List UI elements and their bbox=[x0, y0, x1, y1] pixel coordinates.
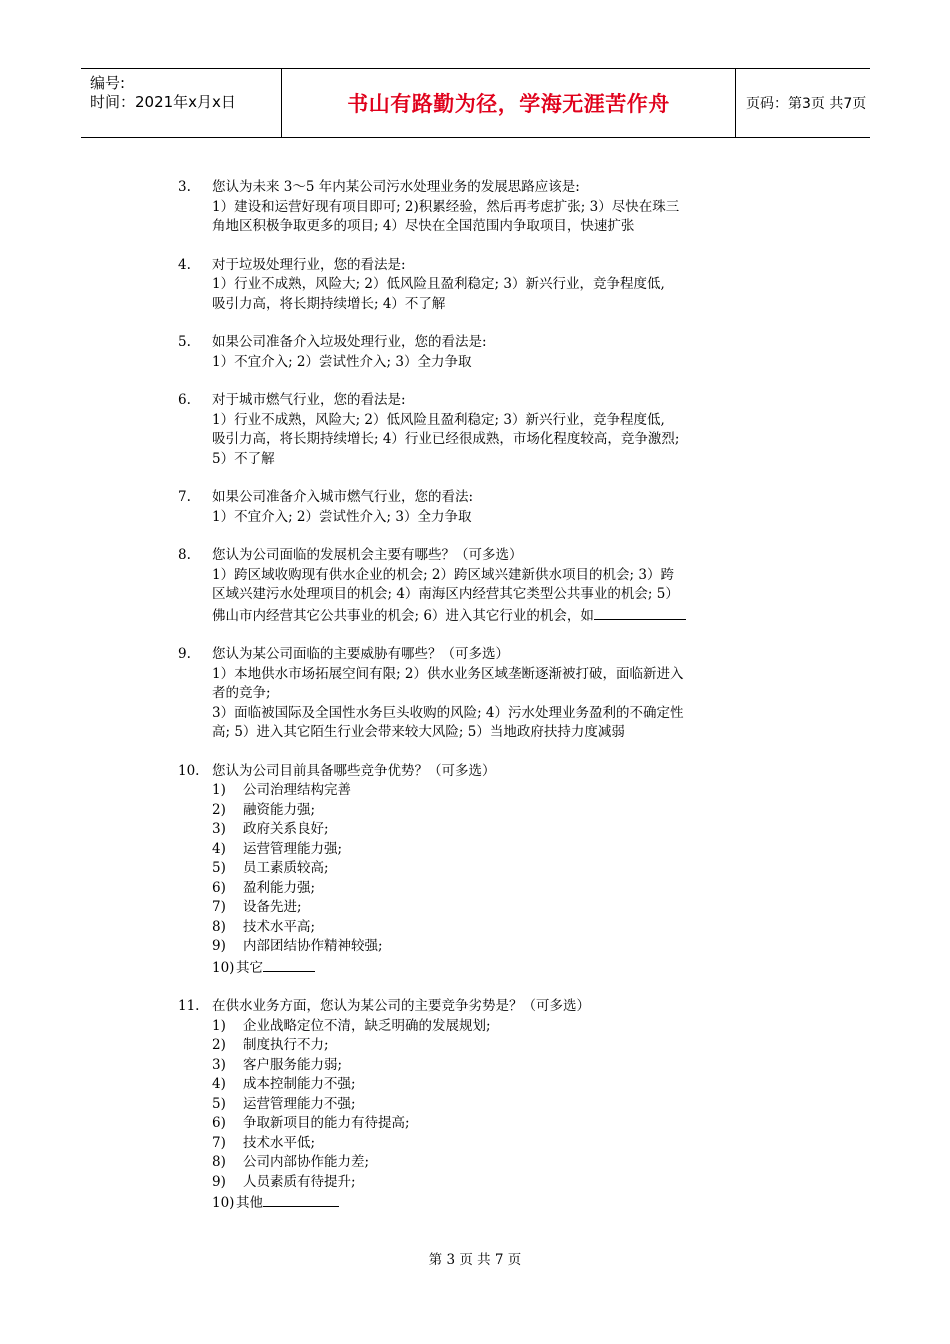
option-item bbox=[212, 1153, 818, 1173]
question-text: 如果公司准备介入城市燃气行业，您的看法: bbox=[212, 489, 474, 505]
question-option-line: 区域兴建污水处理项目的机会; 4）南海区内经营其它类型公共事业的机会; 5） bbox=[212, 586, 679, 602]
option-number: 4) bbox=[212, 840, 226, 857]
question-4 bbox=[178, 256, 818, 315]
question-text: 对于垃圾处理行业，您的看法是: bbox=[212, 256, 406, 273]
option-item bbox=[212, 1075, 818, 1095]
option-number: 9) bbox=[212, 938, 226, 954]
question-option-line: 3）面临被国际及全国性水务巨头收购的风险; 4）污水处理业务盈利的不确定性 bbox=[212, 704, 684, 721]
option-item bbox=[212, 801, 818, 821]
question-text: 对于城市燃气行业，您的看法是: bbox=[212, 392, 406, 408]
option-item bbox=[212, 859, 818, 879]
option-text: 运营管理能力不强; bbox=[243, 1095, 356, 1112]
header-info-cell bbox=[81, 69, 282, 137]
option-text: 其他 bbox=[236, 1195, 263, 1211]
header-page-cell bbox=[736, 69, 870, 137]
question-option-line: 1）不宜介入; 2）尝试性介入; 3）全力争取 bbox=[212, 508, 472, 525]
question-option-line: 1）建设和运营好现有项目即可; 2)积累经验，然后再考虑扩张; 3）尽快在珠三 bbox=[212, 198, 680, 215]
option-text: 公司内部协作能力差; bbox=[243, 1154, 370, 1170]
option-item bbox=[212, 781, 818, 801]
question-option-line bbox=[212, 605, 818, 627]
question-number: 7. bbox=[178, 489, 191, 505]
motto-text: 书山有路勤为径，学海无涯苦作舟 bbox=[347, 92, 670, 116]
option-item bbox=[212, 879, 818, 899]
option-number: 9) bbox=[212, 1173, 226, 1190]
question-number: 5. bbox=[178, 334, 191, 350]
question-option-line: 者的竞争; bbox=[212, 685, 271, 701]
question-11 bbox=[178, 997, 818, 1214]
question-text: 在供水业务方面，您认为某公司的主要竞争劣势是？（可多选） bbox=[212, 998, 590, 1014]
option-item bbox=[212, 1095, 818, 1115]
option-number: 7) bbox=[212, 899, 226, 915]
page-number-label: 页码：第3页 共7页 bbox=[746, 96, 867, 112]
question-text: 您认为公司面临的发展机会主要有哪些？（可多选） bbox=[212, 547, 523, 563]
question-option-line: 吸引力高，将长期持续增长; 4）不了解 bbox=[212, 295, 446, 312]
question-text: 您认为公司目前具备哪些竞争优势？（可多选） bbox=[212, 762, 496, 779]
question-option-line: 1）跨区域收购现有供水企业的机会; 2）跨区域兴建新供水项目的机会; 3）跨 bbox=[212, 566, 674, 583]
option-number: 7) bbox=[212, 1134, 226, 1151]
option-text: 设备先进; bbox=[243, 899, 302, 915]
option-text: 佛山市内经营其它公共事业的机会; 6）进入其它行业的机会，如 bbox=[212, 607, 594, 624]
question-number: 3. bbox=[178, 179, 191, 195]
fill-in-blank[interactable] bbox=[594, 605, 686, 620]
option-number: 10) bbox=[212, 959, 235, 976]
option-number: 6) bbox=[212, 879, 226, 896]
question-option-line: 1）不宜介入; 2）尝试性介入; 3）全力争取 bbox=[212, 353, 472, 370]
question-number: 10. bbox=[178, 762, 200, 779]
fill-in-blank[interactable] bbox=[263, 957, 315, 972]
option-text: 人员素质有待提升; bbox=[243, 1173, 356, 1190]
option-item bbox=[212, 937, 818, 957]
option-text: 运营管理能力强; bbox=[243, 840, 343, 857]
option-text: 内部团结协作精神较强; bbox=[243, 938, 383, 954]
option-number: 3) bbox=[212, 1056, 226, 1073]
question-text: 您认为某公司面临的主要威胁有哪些？（可多选） bbox=[212, 646, 509, 662]
question-6 bbox=[178, 391, 818, 469]
option-text: 政府关系良好; bbox=[243, 821, 329, 837]
fill-in-blank[interactable] bbox=[263, 1192, 339, 1207]
option-item bbox=[212, 918, 818, 938]
page-header bbox=[81, 68, 870, 138]
question-3 bbox=[178, 178, 818, 237]
option-number: 10) bbox=[212, 1195, 235, 1211]
question-10 bbox=[178, 762, 818, 979]
option-item bbox=[212, 1134, 818, 1154]
date-label: 时间：2021年x月x日 bbox=[90, 93, 236, 111]
questionnaire-body bbox=[178, 178, 818, 1233]
option-item bbox=[212, 898, 818, 918]
document-number-label: 编号: bbox=[90, 74, 126, 92]
option-text: 客户服务能力弱; bbox=[243, 1056, 343, 1073]
question-option-line: 角地区积极争取更多的项目; 4）尽快在全国范围内争取项目，快速扩张 bbox=[212, 218, 635, 234]
option-item bbox=[212, 1173, 818, 1193]
option-text: 成本控制能力不强; bbox=[243, 1076, 356, 1092]
option-text: 争取新项目的能力有待提高; bbox=[243, 1115, 410, 1131]
footer-page-number: 第 3 页 共 7 页 bbox=[428, 1252, 522, 1268]
question-9 bbox=[178, 645, 818, 743]
question-option-line: 高; 5）进入其它陌生行业会带来较大风险; 5）当地政府扶持力度减弱 bbox=[212, 724, 625, 740]
option-number: 3) bbox=[212, 821, 226, 837]
question-text: 如果公司准备介入垃圾处理行业，您的看法是: bbox=[212, 334, 487, 350]
option-text: 技术水平高; bbox=[243, 918, 316, 935]
question-text: 您认为未来 3～5 年内某公司污水处理业务的发展思路应该是: bbox=[212, 179, 580, 195]
question-8 bbox=[178, 546, 818, 626]
question-5 bbox=[178, 333, 818, 372]
option-item bbox=[212, 957, 818, 979]
option-number: 5) bbox=[212, 860, 226, 876]
option-item bbox=[212, 1056, 818, 1076]
option-number: 8) bbox=[212, 1154, 226, 1170]
option-item bbox=[212, 1036, 818, 1056]
option-number: 5) bbox=[212, 1095, 226, 1112]
page-footer bbox=[0, 1248, 950, 1268]
option-number: 1) bbox=[212, 1017, 226, 1034]
option-number: 4) bbox=[212, 1076, 226, 1092]
option-text: 员工素质较高; bbox=[243, 860, 329, 876]
question-option-line: 5）不了解 bbox=[212, 450, 275, 467]
option-text: 融资能力强; bbox=[243, 801, 316, 818]
option-item bbox=[212, 840, 818, 860]
option-number: 2) bbox=[212, 1037, 226, 1053]
option-item bbox=[212, 1192, 818, 1214]
question-option-line: 1）行业不成熟，风险大; 2）低风险且盈利稳定; 3）新兴行业，竞争程度低, bbox=[212, 276, 665, 292]
question-option-line: 1）本地供水市场拓展空间有限; 2）供水业务区域垄断逐渐被打破，面临新进入 bbox=[212, 665, 684, 682]
option-text: 制度执行不力; bbox=[243, 1037, 329, 1053]
option-number: 8) bbox=[212, 918, 226, 935]
question-option-line: 1）行业不成熟，风险大; 2）低风险且盈利稳定; 3）新兴行业，竞争程度低, bbox=[212, 411, 665, 428]
option-text: 盈利能力强; bbox=[243, 879, 316, 896]
question-number: 8. bbox=[178, 547, 191, 563]
header-motto-cell bbox=[282, 69, 736, 137]
question-number: 9. bbox=[178, 646, 191, 662]
option-item bbox=[212, 820, 818, 840]
option-item bbox=[212, 1017, 818, 1037]
option-text: 企业战略定位不清，缺乏明确的发展规划; bbox=[243, 1017, 491, 1034]
option-text: 其它 bbox=[236, 959, 263, 976]
option-text: 技术水平低; bbox=[243, 1134, 316, 1151]
question-7 bbox=[178, 488, 818, 527]
option-item bbox=[212, 1114, 818, 1134]
option-number: 2) bbox=[212, 801, 226, 818]
option-text: 公司治理结构完善 bbox=[243, 782, 351, 798]
option-number: 6) bbox=[212, 1115, 226, 1131]
question-number: 6. bbox=[178, 392, 191, 408]
option-number: 1) bbox=[212, 782, 226, 798]
question-number: 4. bbox=[178, 256, 191, 273]
question-option-line: 吸引力高，将长期持续增长; 4）行业已经很成熟，市场化程度较高，竞争激烈; bbox=[212, 431, 680, 447]
question-number: 11. bbox=[178, 998, 200, 1014]
